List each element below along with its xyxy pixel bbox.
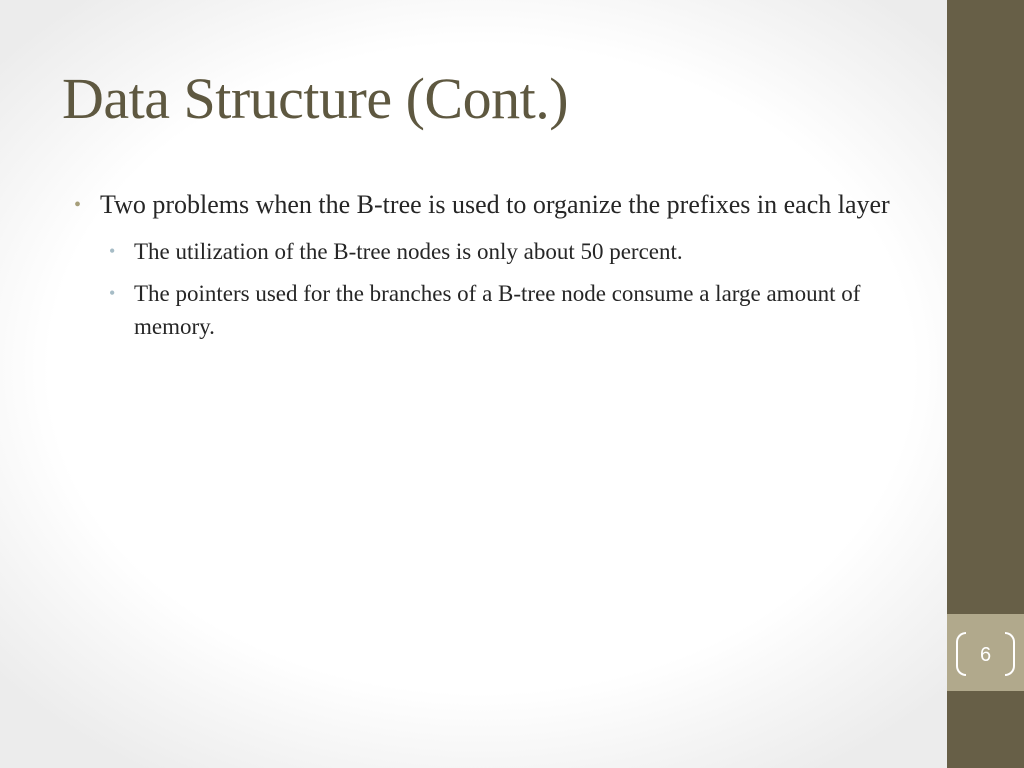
bullet-item: [74, 187, 904, 223]
slide-content: [74, 187, 904, 352]
left-bracket-icon: [956, 632, 966, 676]
sub-bullet-dot-icon: •: [109, 241, 116, 261]
bullet-dot-icon: •: [74, 194, 82, 216]
sub-bullet-dot-icon: •: [109, 283, 116, 303]
sub-bullet-list: [74, 235, 904, 343]
bullet-text: Two problems when the B-tree is used to organize the prefixes in each layer: [100, 190, 890, 219]
right-bracket-icon: [1005, 632, 1015, 676]
sub-bullet-text: The utilization of the B-tree nodes is only about 50 percent.: [134, 239, 683, 264]
sub-bullet-item: [74, 235, 904, 268]
sub-bullet-text: The pointers used for the branches of a B-tree node consume a large amount of memory.: [134, 281, 861, 339]
slide-title: Data Structure (Cont.): [62, 66, 569, 131]
sub-bullet-item: [74, 277, 904, 343]
page-number: 6: [979, 644, 992, 666]
